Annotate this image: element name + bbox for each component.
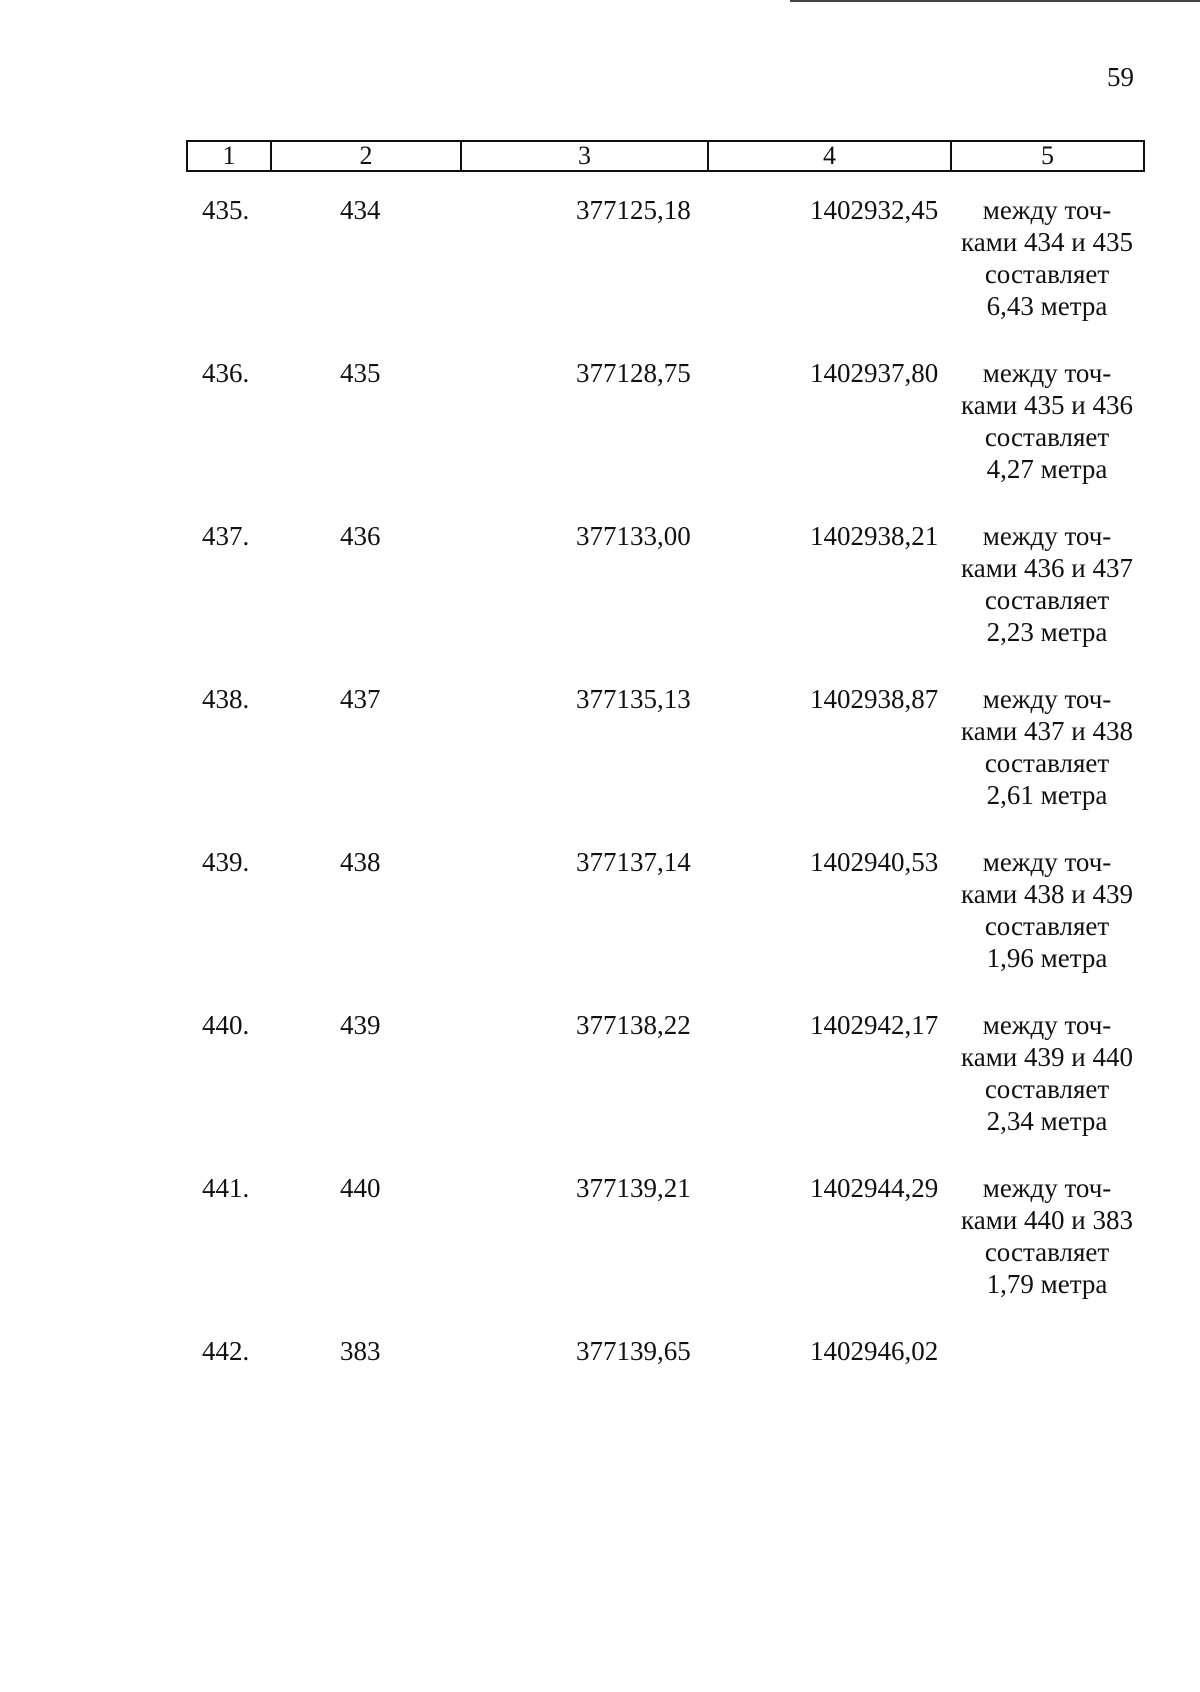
- distance-description-line: между точ-: [982, 684, 1112, 714]
- header-cell-2: 2: [272, 142, 462, 170]
- row-number: 440.: [202, 1010, 250, 1040]
- coordinate-y: 1402938,21: [810, 521, 939, 551]
- distance-description-line: между точ-: [982, 358, 1112, 388]
- coordinate-x: 377133,00: [576, 521, 691, 551]
- distance-description: [952, 194, 1142, 322]
- point-number: 434: [340, 195, 381, 225]
- distance-description: [952, 1009, 1142, 1137]
- point-number: 436: [340, 521, 381, 551]
- distance-description-line: ками 437 и 438: [961, 716, 1133, 746]
- row-number: 435.: [202, 195, 250, 225]
- page-number: 59: [1107, 62, 1134, 92]
- distance-description-line: составляет: [984, 585, 1110, 615]
- distance-description-line: составляет: [984, 1237, 1110, 1267]
- point-number: 438: [340, 847, 381, 877]
- distance-description-line: составляет: [984, 259, 1110, 289]
- distance-description-line: между точ-: [982, 521, 1112, 551]
- distance-description-line: ками 439 и 440: [961, 1042, 1133, 1072]
- distance-description-line: составляет: [984, 1074, 1110, 1104]
- point-number: 440: [340, 1173, 381, 1203]
- distance-description: [952, 683, 1142, 811]
- point-number: 435: [340, 358, 381, 388]
- distance-description: [952, 1172, 1142, 1300]
- coordinate-x: 377138,22: [576, 1010, 691, 1040]
- point-number: 383: [340, 1336, 381, 1366]
- coordinate-x: 377125,18: [576, 195, 691, 225]
- point-number: 437: [340, 684, 381, 714]
- distance-description-line: 1,79 метра: [986, 1269, 1108, 1299]
- distance-description-line: 1,96 метра: [986, 943, 1108, 973]
- distance-description-line: между точ-: [982, 847, 1112, 877]
- distance-description-line: 2,61 метра: [986, 780, 1108, 810]
- header-cell-5: 5: [1041, 141, 1054, 170]
- distance-description: [952, 846, 1142, 974]
- distance-description-line: между точ-: [982, 195, 1112, 225]
- coordinate-x: 377135,13: [576, 684, 691, 714]
- distance-description-line: 2,23 метра: [986, 617, 1108, 647]
- distance-description-line: между точ-: [982, 1010, 1112, 1040]
- distance-description-line: 4,27 метра: [986, 454, 1108, 484]
- column-number-header: [186, 140, 1145, 172]
- distance-description-line: между точ-: [982, 1173, 1112, 1203]
- header-cell-3: 3: [462, 142, 709, 170]
- coordinate-y: 1402937,80: [810, 358, 939, 388]
- coordinate-x: 377139,65: [576, 1336, 691, 1366]
- coordinate-y: 1402944,29: [810, 1173, 939, 1203]
- top-rule: [790, 0, 1200, 2]
- row-number: 436.: [202, 358, 250, 388]
- distance-description-line: составляет: [984, 422, 1110, 452]
- row-number: 438.: [202, 684, 250, 714]
- row-number: 439.: [202, 847, 250, 877]
- distance-description-line: 2,34 метра: [986, 1106, 1108, 1136]
- row-number: 442.: [202, 1336, 250, 1366]
- distance-description-line: 6,43 метра: [986, 291, 1108, 321]
- coordinate-y: 1402946,02: [810, 1336, 939, 1366]
- point-number: 439: [340, 1010, 381, 1040]
- coordinate-y: 1402940,53: [810, 847, 939, 877]
- coordinate-x: 377128,75: [576, 358, 691, 388]
- distance-description-line: составляет: [984, 748, 1110, 778]
- distance-description-line: ками 435 и 436: [961, 390, 1133, 420]
- row-number: 437.: [202, 521, 250, 551]
- distance-description-line: ками 436 и 437: [961, 553, 1133, 583]
- distance-description-line: ками 434 и 435: [961, 227, 1133, 257]
- coordinate-y: 1402938,87: [810, 684, 939, 714]
- distance-description-line: ками 438 и 439: [961, 879, 1133, 909]
- header-cell-1: 1: [188, 142, 272, 170]
- distance-description-line: составляет: [984, 911, 1110, 941]
- coordinate-y: 1402942,17: [810, 1010, 939, 1040]
- coordinate-x: 377137,14: [576, 847, 691, 877]
- coordinate-x: 377139,21: [576, 1173, 691, 1203]
- row-number: 441.: [202, 1173, 250, 1203]
- distance-description: [952, 357, 1142, 485]
- coordinate-y: 1402932,45: [810, 195, 939, 225]
- distance-description-line: ками 440 и 383: [961, 1205, 1133, 1235]
- header-cell-4: 4: [709, 142, 952, 170]
- distance-description: [952, 520, 1142, 648]
